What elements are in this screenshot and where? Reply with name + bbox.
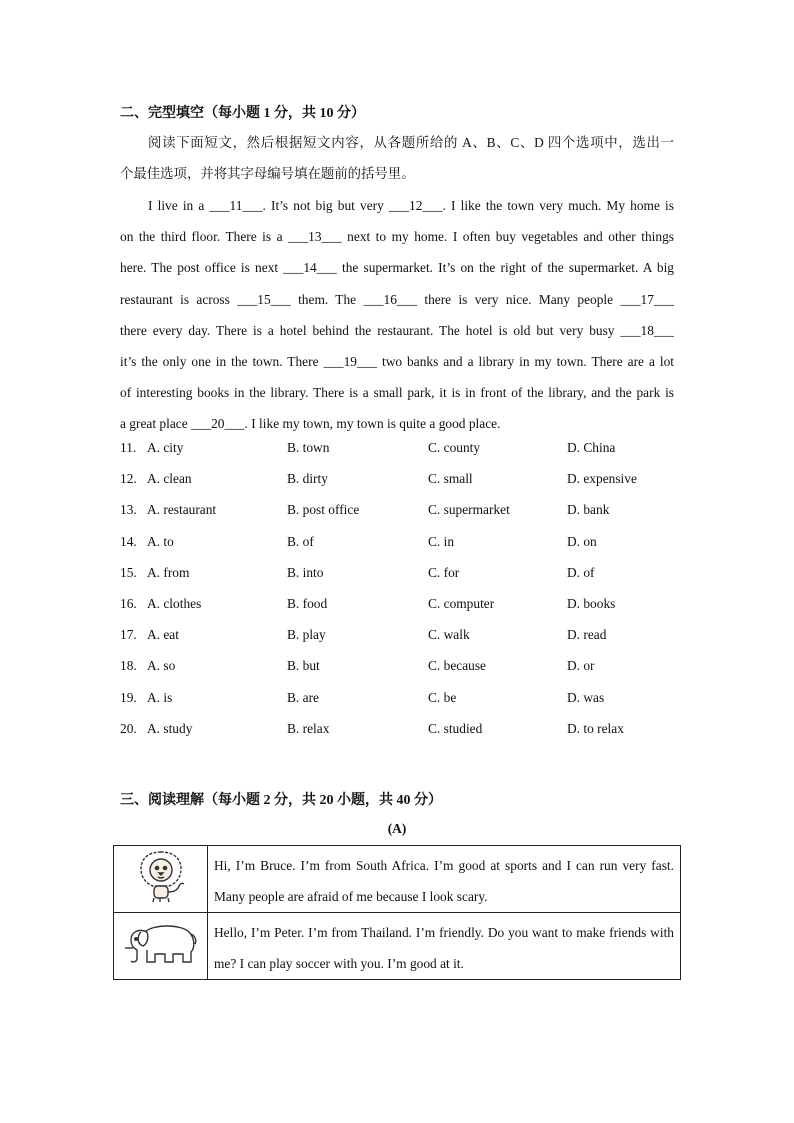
option-b: B. town	[287, 440, 330, 455]
option-d: D. China	[567, 440, 616, 455]
option-a: A. city	[147, 440, 184, 455]
passage-line: it’s the only one in the town. There ___19___ two banks and a library in my town. There are a lot	[120, 353, 674, 369]
picture-cell	[114, 913, 208, 980]
part-label: (A)	[387, 821, 407, 836]
table-row	[114, 846, 681, 913]
table-row	[114, 913, 681, 980]
option-b: B. play	[287, 627, 326, 643]
question-options-list	[120, 440, 680, 752]
cloze-passage	[120, 190, 674, 440]
option-b: B. relax	[287, 720, 330, 736]
passage-line: I live in a ___11___. It’s not big but very ___12___. I like the town very much. My home is	[148, 198, 674, 213]
option-b: B. are	[287, 689, 319, 705]
lion-icon	[129, 848, 193, 906]
option-d: D. to relax	[567, 720, 624, 736]
text-cell: Hi, I’m Bruce. I’m from South Africa. I’m good at sports and I can run very fast. Many people are afraid of me because I look scary.	[208, 846, 681, 913]
option-a: A. restaurant	[147, 502, 217, 518]
question-number: 14.	[120, 533, 137, 549]
option-a: A. study	[147, 720, 193, 736]
question-row	[120, 596, 680, 627]
option-a: A. is	[147, 689, 173, 705]
elephant-icon	[119, 918, 203, 970]
section-2-heading: 二、完型填空（每小题 1 分，共 10 分）	[120, 106, 365, 121]
option-b: B. into	[287, 564, 324, 580]
option-c: C. for	[428, 564, 460, 580]
option-a: A. to	[147, 533, 174, 549]
option-c: C. supermarket	[428, 502, 510, 518]
option-b: B. of	[287, 533, 314, 549]
option-d: D. read	[567, 627, 607, 643]
option-c: C. small	[428, 471, 473, 487]
option-d: D. books	[567, 595, 616, 611]
question-number: 12.	[120, 471, 137, 487]
question-number: 15.	[120, 564, 137, 580]
option-b: B. food	[287, 595, 328, 611]
question-row	[120, 440, 680, 471]
question-row	[120, 534, 680, 565]
question-number: 18.	[120, 658, 137, 674]
passage-line: of interesting books in the library. There is a small park, it is in front of the library, and the park is	[120, 385, 674, 401]
section-3-heading: 三、阅读理解（每小题 2 分，共 20 小题，共 40 分）	[120, 793, 442, 808]
option-a: A. clean	[147, 471, 192, 487]
question-number: 11.	[120, 440, 137, 455]
passage-line: a great place ___20___. I like my town, my town is quite a good place.	[120, 416, 501, 432]
reading-table	[113, 845, 681, 980]
passage-line: on the third floor. There is a ___13___ next to my home. I often buy vegetables and other things	[120, 229, 674, 245]
question-row	[120, 627, 680, 658]
option-c: C. studied	[428, 720, 483, 736]
option-a: A. eat	[147, 627, 179, 643]
passage-line: there every day. There is a hotel behind the restaurant. The hotel is old but very busy ___18___	[120, 322, 674, 338]
option-c: C. computer	[428, 595, 495, 611]
question-number: 13.	[120, 502, 137, 518]
option-d: D. expensive	[567, 471, 637, 487]
option-a: A. clothes	[147, 595, 202, 611]
instruction-line: 阅读下面短文，然后根据短文内容，从各题所给的 A、B、C、D 四个选项中，选出一	[148, 135, 674, 150]
question-row	[120, 565, 680, 596]
option-c: C. county	[428, 440, 481, 455]
instruction-line: 个最佳选项，并将其字母编号填在题前的括号里。	[120, 166, 415, 182]
option-c: C. in	[428, 533, 455, 549]
option-d: D. of	[567, 564, 595, 580]
passage-line: restaurant is across ___15___ them. The ___16___ there is very nice. Many people ___17___	[120, 291, 674, 307]
question-row	[120, 502, 680, 533]
question-number: 17.	[120, 627, 137, 643]
option-d: D. was	[567, 689, 605, 705]
passage-line: here. The post office is next ___14___ the supermarket. It’s on the right of the supermarket. A big	[120, 260, 674, 276]
question-row	[120, 690, 680, 721]
option-d: D. or	[567, 658, 595, 674]
section-2-instructions	[120, 127, 674, 189]
option-a: A. so	[147, 658, 176, 674]
question-number: 16.	[120, 595, 137, 611]
question-number: 20.	[120, 720, 137, 736]
option-b: B. but	[287, 658, 320, 674]
option-c: C. because	[428, 658, 487, 674]
option-c: C. be	[428, 689, 457, 705]
question-row	[120, 658, 680, 689]
question-row	[120, 721, 680, 752]
option-a: A. from	[147, 564, 190, 580]
question-number: 19.	[120, 689, 137, 705]
option-c: C. walk	[428, 627, 470, 643]
question-row	[120, 471, 680, 502]
option-b: B. dirty	[287, 471, 328, 487]
text-cell: Hello, I’m Peter. I’m from Thailand. I’m friendly. Do you want to make friends with me? I can play soccer with you. I’m good at it.	[208, 913, 681, 980]
option-d: D. on	[567, 533, 597, 549]
picture-cell	[114, 846, 208, 913]
option-b: B. post office	[287, 502, 360, 518]
option-d: D. bank	[567, 502, 610, 518]
